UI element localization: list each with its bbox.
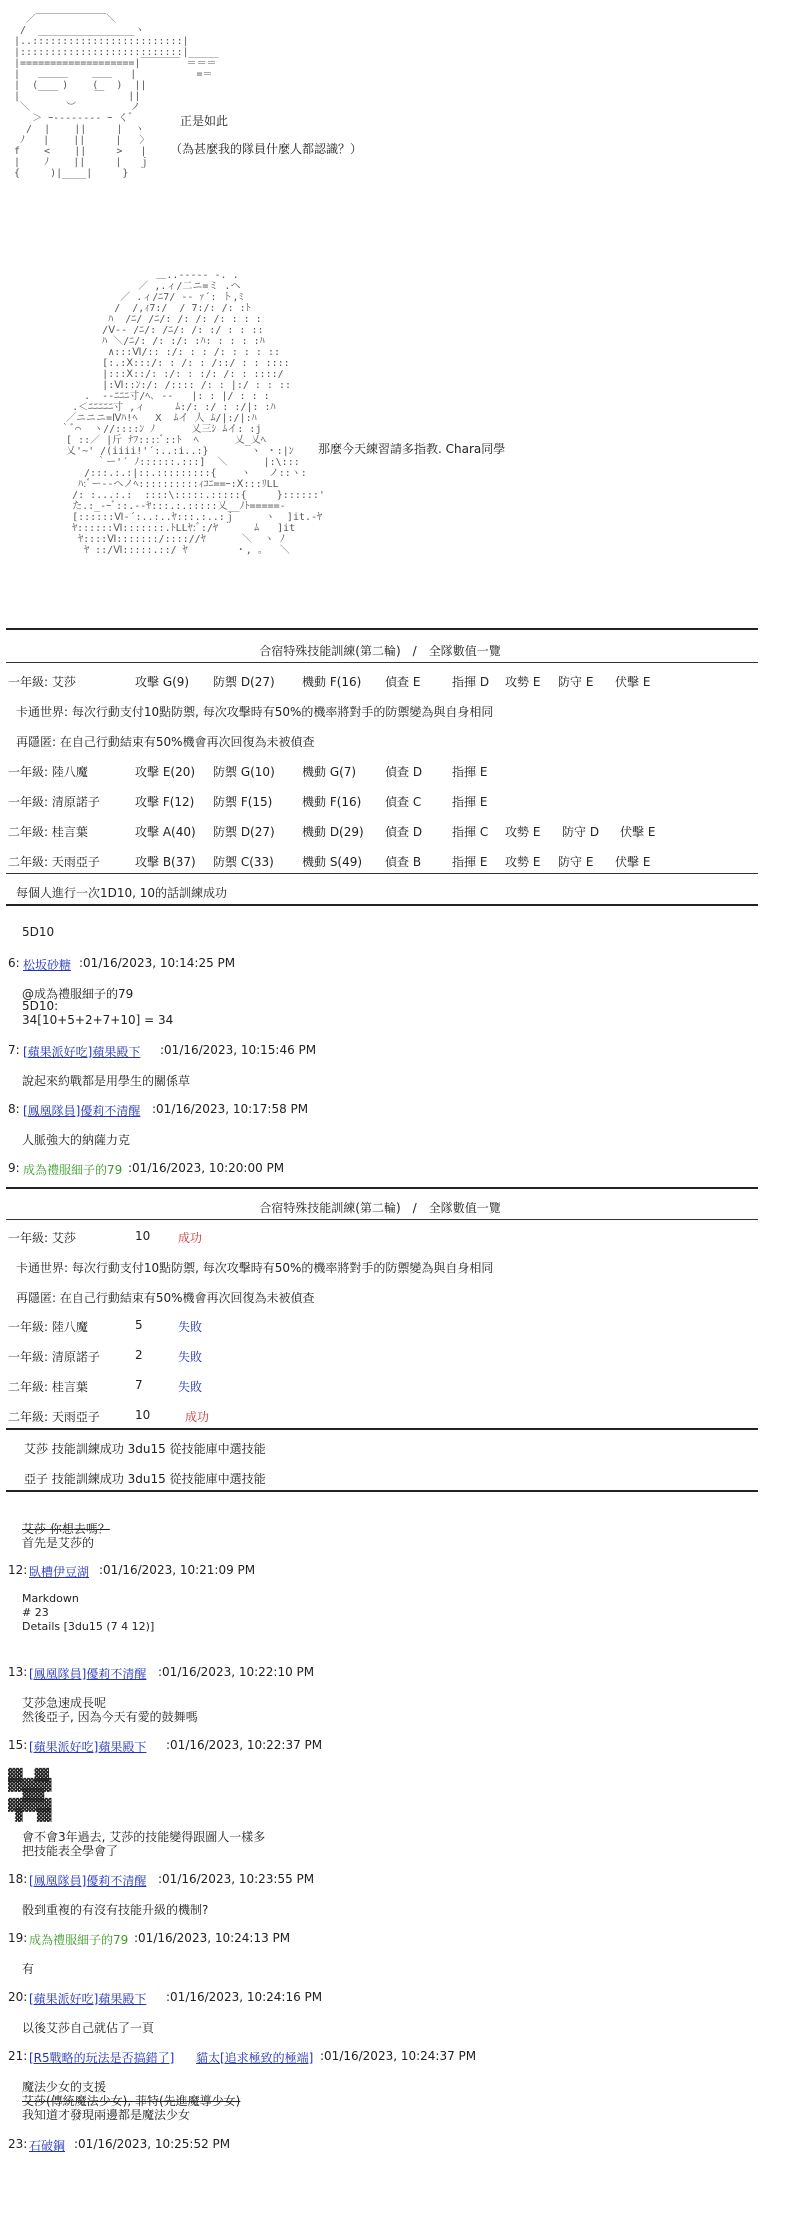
stat-cell: 機動 G(7) — [302, 765, 357, 779]
table2-row-4-name: 二年級: 桂言葉 — [8, 1380, 88, 1394]
poster-name-link[interactable]: 貓太 — [196, 2051, 221, 2065]
poster-name-link[interactable]: [鳳凰隊員]優莉不清醒 — [23, 1104, 141, 1118]
post-number: 21: — [8, 2049, 28, 2063]
stat-cell: 偵查 B — [385, 855, 422, 869]
divider — [6, 1490, 758, 1492]
post-date: :01/16/2023, 10:21:09 PM — [99, 1563, 256, 1577]
stat-cell: 偵查 D — [385, 825, 423, 839]
post-date: :01/16/2023, 10:20:00 PM — [128, 1161, 285, 1175]
stat-cell: 攻勢 E — [505, 825, 541, 839]
stat-cell: 伏擊 E — [620, 825, 656, 839]
poster-name-link[interactable]: [蘋果派好吃]蘋果殿下 — [29, 1740, 147, 1754]
stat-cell: 攻擊 A(40) — [135, 825, 196, 839]
post-body: Markdown — [22, 1592, 79, 1605]
divider — [6, 662, 758, 663]
divider — [6, 1187, 758, 1189]
table1-skill-1: 卡通世界: 每次行動支付10點防禦, 每次攻擊時有50%的機率將對手的防禦變為與自身相同 — [16, 705, 494, 719]
poster-name-link[interactable]: 石破鋼 — [29, 2139, 66, 2153]
roll-value: 5 — [135, 1318, 143, 1332]
table2-skill-1: 卡通世界: 每次行動支付10點防禦, 每次攻擊時有50%的機率將對手的防禦變為與自身相同 — [16, 1261, 494, 1275]
stat-cell: 防禦 G(10) — [213, 765, 275, 779]
roll-value: 10 — [135, 1229, 151, 1243]
post-body: @成為禮服細子的79 — [22, 987, 134, 1001]
scene1-line1: 正是如此 — [180, 114, 229, 128]
post-body: 5D10: — [22, 999, 59, 1013]
table1-row-1-name: 一年級: 艾莎 — [8, 675, 76, 689]
post-body: 我知道才發現兩邊都是魔法少女 — [22, 2108, 191, 2122]
stat-cell: 防禦 D(27) — [213, 825, 275, 839]
poster-name-link[interactable]: [蘋果派好吃]蘋果殿下 — [23, 1045, 141, 1059]
divider — [6, 904, 758, 906]
stat-cell: 防守 D — [562, 825, 600, 839]
table2-row-5-name: 二年級: 天雨亞子 — [8, 1410, 100, 1424]
post-date: :01/16/2023, 10:25:52 PM — [74, 2137, 231, 2151]
ascii-art-character-1: ／￣￣￣￣￣￣￣＼ / ________________ヽ |..:::::::::::::::::::::::::| |:::::::::::::::::::::::::::|_____ |===================|￣￣￣￣ ＝＝＝ | ＿＿＿ ＿＿ | =＝ | ( ) ( ) || | ￣￣ ￣ || ＼ ︶ ノ ＞ ｰ-------- ｰ くﾞ / | || | ヽ ﾉ | || | 〉 f < || > | | ﾉ || | ｊ { )|____| } — [14, 14, 219, 179]
post-date: :01/16/2023, 10:15:46 PM — [160, 1043, 317, 1057]
divider — [6, 628, 758, 630]
stat-cell: 機動 D(29) — [302, 825, 364, 839]
stat-cell: 指揮 E — [452, 795, 488, 809]
poster-name-link[interactable]: [鳳凰隊員]優莉不清醒 — [29, 1667, 147, 1681]
table1-row-5-name: 二年級: 天雨亞子 — [8, 855, 100, 869]
post-body: 首先是艾莎的 — [22, 1536, 95, 1550]
stat-cell: 指揮 C — [452, 825, 489, 839]
stat-cell: 防禦 D(27) — [213, 675, 275, 689]
stat-cell: 防守 E — [558, 675, 594, 689]
kusa-glyph-art: ▓▓ ▓▓ ▓▓▓▓▓▓ ▓▓▓ ▓▓▓▓▓▓ ▓ ▓▓ — [8, 1768, 52, 1822]
result-failure: 失敗 — [178, 1380, 203, 1394]
poster-name-link[interactable]: [蘋果派好吃]蘋果殿下 — [29, 1992, 147, 2006]
post-body-struck: 艾莎 你想去嗎？ — [22, 1522, 110, 1536]
table1-row-4-name: 二年級: 桂言葉 — [8, 825, 88, 839]
post-body: 然後亞子, 因為今天有愛的鼓舞嗎 — [22, 1710, 198, 1724]
stat-cell: 攻擊 G(9) — [135, 675, 190, 689]
poster-name-link[interactable]: [R5戰略的玩法是否搞錯了] — [29, 2051, 175, 2065]
post-body: 人脈強大的納薩力克 — [22, 1133, 131, 1147]
post-number: 6: — [8, 956, 20, 970]
table2-footer-1: 艾莎 技能訓練成功 3du15 從技能庫中選技能 — [24, 1442, 266, 1456]
stat-cell: 防禦 F(15) — [213, 795, 273, 809]
table2-row-3-name: 一年級: 清原諾子 — [8, 1350, 100, 1364]
post-body: 說起來約戰都是用學生的關係草 — [22, 1074, 191, 1088]
post-date: :01/16/2023, 10:24:13 PM — [134, 1931, 291, 1945]
post-body: 5D10 — [22, 925, 55, 939]
result-failure: 失敗 — [178, 1320, 203, 1334]
table1-skill-2: 再隱匿: 在自己行動結束有50%機會再次回復為未被偵查 — [16, 735, 315, 749]
post-body: 以後艾莎自己就佔了一頁 — [22, 2021, 155, 2035]
table1-footer: 每個人進行一次1D10, 10的話訓練成功 — [16, 886, 228, 900]
stat-cell: 偵查 C — [385, 795, 422, 809]
table1-row-2-name: 一年級: 陸八魔 — [8, 765, 88, 779]
post-number: 15: — [8, 1738, 28, 1752]
stat-cell: 防禦 C(33) — [213, 855, 274, 869]
post-date: :01/16/2023, 10:22:37 PM — [166, 1738, 323, 1752]
post-body: 艾莎急速成長呢 — [22, 1696, 107, 1710]
stat-cell: 防守 E — [558, 855, 594, 869]
ascii-art-character-2: ＿..-‐‐‐‐ -. . ／ ,.ィ/二ニ=ミ .ヘ ／ .ィ/ﾆ7/ -‐ ｧ´: ト,ﾐ / /,ｨ7:/ / 7:/: /: :ﾄ ﾊ /ﾆ/ /ﾆ/: /: /: /: : : : /Ⅴ-- /ﾆ/: /ﾆ/: /: :/ : : :: ﾊ ＼/ﾆ/: /: :/: :ﾊ: : : : :ﾊ ∧:::Ⅵ/:: :/: : : /: : : : :: [:.:Ⅹ:::/: : /: : /::/ : : :::: |:::Ⅹ::/: :/: : :/: /: : ::::/ |:Ⅵ::ﾝ:/: /:::: /: : |:/ : : :: . -‐ﾆﾆﾆ寸/ﾍ､ -‐ |: : |/ : : : .＜ﾆﾆﾆﾆﾆ寸 ,ィ ﾑ:/: :/ : :/|: :ﾊ ／ニニニ=Ⅳﾊ!ﾍ X ﾑイ 人 ﾑ/|:/|:ﾊ ｀ﾞ⌒ ヽ//::::ﾝ ﾉ 乂三ｼ ﾑイ: :j [ ::／ |斤 ﾅﾌ::::ﾞ::ﾄ ﾍ 乂_乂ﾍ 乂'~' /(iiii!'´:..:i..:} ヽ ・:|ﾝ ｀ー'´ ﾉ::::::.:::] ＼ |:\::: /:::.:.:|::.:::::::::{ ヽ ノ::ヽ: ﾊ:ﾞー--ヘノﾍ::::::::::ｨｺﾆ==ｰ:Ⅹ:::ﾘLL /: :...:.: ::::\:::::.:::::{ }::::::' た.:_-ｰﾞ::.--ﾔ:::.:.:::::乂__ﾉﾄ=====- [::::::Ⅵ-´:..:..ﾔ:::.:..:ｊ ヽ ]it.-ﾔ ﾔ::::::Ⅵ:::::::.ﾄLLﾔ:ﾞ:/ﾔ ﾑ ]it ﾔ::::Ⅵ:::::::/:::://ﾔ ＼ ヽ ﾉ ﾔ ::/Ⅵ:::::.::/ ﾔ ・, 。 ＼ — [60, 270, 325, 556]
post-date: :01/16/2023, 10:23:55 PM — [158, 1872, 315, 1886]
post-number: 8: — [8, 1102, 20, 1116]
poster-name: 成為禮服細子的79 — [23, 1163, 123, 1177]
roll-value: 7 — [135, 1378, 143, 1392]
post-number: 9: — [8, 1161, 20, 1175]
stat-cell: 偵查 E — [385, 675, 421, 689]
stat-cell: 偵查 D — [385, 765, 423, 779]
post-body: 會不會3年過去, 艾莎的技能變得跟圖人一樣多 — [22, 1830, 266, 1844]
post-number: 19: — [8, 1931, 28, 1945]
result-success: 成功 — [185, 1410, 210, 1424]
post-body: Details [3du15 (7 4 12)] — [22, 1620, 155, 1633]
post-body-struck: 艾莎(傳統魔法少女), 菲特(先進魔導少女) — [22, 2094, 241, 2108]
table1-row-3-name: 一年級: 清原諾子 — [8, 795, 100, 809]
post-date: :01/16/2023, 10:24:37 PM — [320, 2049, 477, 2063]
post-body: 魔法少女的支援 — [22, 2080, 107, 2094]
poster-name: 成為禮服細子的79 — [29, 1933, 129, 1947]
post-number: 18: — [8, 1872, 28, 1886]
post-number: 13: — [8, 1665, 28, 1679]
stat-cell: 攻勢 E — [505, 675, 541, 689]
stat-cell: 機動 F(16) — [302, 675, 362, 689]
post-body: 有 — [22, 1962, 35, 1976]
post-body: 把技能表全學會了 — [22, 1844, 119, 1858]
post-date: :01/16/2023, 10:22:10 PM — [158, 1665, 315, 1679]
stat-cell: 伏擊 E — [615, 675, 651, 689]
divider — [6, 1428, 758, 1430]
table2-row-2-name: 一年級: 陸八魔 — [8, 1320, 88, 1334]
poster-name-link[interactable]: [鳳凰隊員]優莉不清醒 — [29, 1874, 147, 1888]
result-failure: 失敗 — [178, 1350, 203, 1364]
stat-cell: 指揮 D — [452, 675, 490, 689]
post-number: 7: — [8, 1043, 20, 1057]
result-success: 成功 — [178, 1231, 203, 1245]
post-date: :01/16/2023, 10:17:58 PM — [152, 1102, 309, 1116]
roll-value: 10 — [135, 1408, 151, 1422]
stat-cell: 機動 F(16) — [302, 795, 362, 809]
stat-cell: 伏擊 E — [615, 855, 651, 869]
table2-footer-2: 亞子 技能訓練成功 3du15 從技能庫中選技能 — [24, 1472, 266, 1486]
divider — [6, 1219, 758, 1220]
poster-name-link[interactable]: 臥槽伊豆湖 — [29, 1565, 90, 1579]
stat-cell: 指揮 E — [452, 855, 488, 869]
post-number: 12: — [8, 1563, 28, 1577]
poster-name-link[interactable]: 松坂砂糖 — [23, 958, 72, 972]
post-date: :01/16/2023, 10:14:25 PM — [79, 956, 236, 970]
post-body: 34[10+5+2+7+10] = 34 — [22, 1013, 174, 1027]
stat-cell: 攻勢 E — [505, 855, 541, 869]
table1-title: 合宿特殊技能訓練(第二輪) / 全隊數值一覽 — [259, 644, 501, 658]
post-body: # 23 — [22, 1606, 49, 1619]
stat-cell: 機動 S(49) — [302, 855, 363, 869]
table2-row-1-name: 一年級: 艾莎 — [8, 1231, 76, 1245]
post-body: 骰到重複的有沒有技能升級的機制? — [22, 1903, 209, 1917]
scene2-line1: 那麼今天練習請多指教. Chara同學 — [318, 442, 506, 456]
divider — [6, 873, 758, 874]
stat-cell: 攻擊 B(37) — [135, 855, 196, 869]
stat-cell: 攻擊 E(20) — [135, 765, 196, 779]
table2-title: 合宿特殊技能訓練(第二輪) / 全隊數值一覽 — [259, 1201, 501, 1215]
scene1-line2: （為甚麼我的隊員什麼人都認識？） — [170, 142, 363, 156]
table2-skill-2: 再隱匿: 在自己行動結束有50%機會再次回復為未被偵查 — [16, 1291, 315, 1305]
post-number: 20: — [8, 1990, 28, 2004]
roll-value: 2 — [135, 1348, 143, 1362]
stat-cell: 攻擊 F(12) — [135, 795, 195, 809]
stat-cell: 指揮 E — [452, 765, 488, 779]
post-number: 23: — [8, 2137, 28, 2151]
post-date: :01/16/2023, 10:24:16 PM — [166, 1990, 323, 2004]
poster-name-link[interactable]: [追求極致的極端] — [220, 2051, 314, 2065]
